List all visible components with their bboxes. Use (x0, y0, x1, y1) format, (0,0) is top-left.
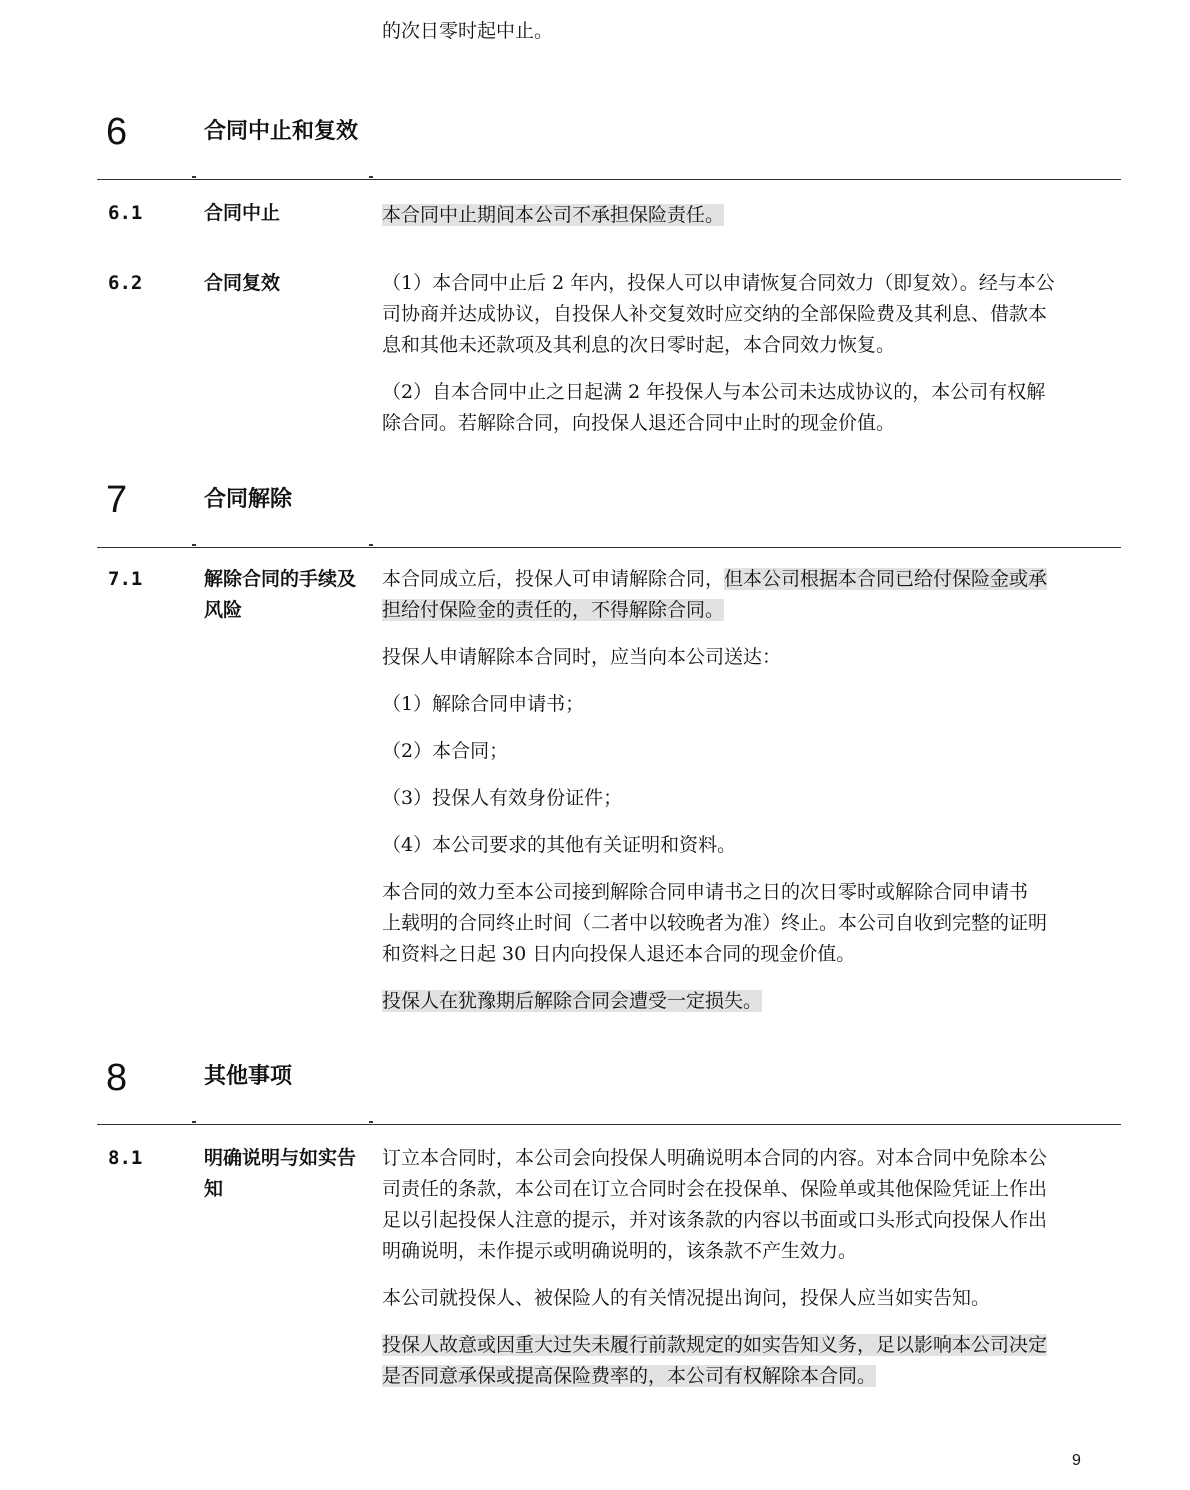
list-item (382, 689, 1114, 720)
paragraph-text: （3）投保人有效身份证件； (382, 787, 623, 809)
clause-number: 7.1 (108, 568, 143, 590)
section-number: 6 (106, 111, 128, 153)
list-item (382, 736, 1114, 767)
section-title: 合同中止和复效 (204, 119, 359, 144)
page-number: 9 (1072, 1452, 1081, 1469)
clause-body (382, 268, 1114, 455)
divider-tick (192, 1121, 196, 1123)
clause-heading: 解除合同的手续及风险 (204, 568, 357, 621)
paragraph-text: 投保人申请解除本合同时，应当向本公司送达： (382, 646, 782, 668)
highlighted-text: 投保人在犹豫期后解除合同会遭受一定损失。 (382, 990, 763, 1012)
continued-text: 的次日零时起中止。 (382, 20, 554, 42)
section-divider (97, 547, 1121, 548)
clause-number: 6.1 (108, 202, 143, 224)
clause-number: 8.1 (108, 1147, 143, 1169)
divider-tick (192, 176, 196, 178)
section-divider (97, 1124, 1121, 1125)
paragraph (382, 1143, 1114, 1267)
clause-number: 6.2 (108, 272, 143, 294)
list-item (382, 830, 1114, 861)
section-number: 7 (106, 479, 128, 521)
section-number: 8 (106, 1057, 128, 1099)
clause-body (382, 200, 1114, 247)
highlighted-text: 本合同中止期间本公司不承担保险责任。 (382, 204, 725, 226)
divider-tick (369, 176, 373, 178)
section-title: 其他事项 (204, 1064, 293, 1089)
paragraph-text: 本合同的效力至本公司接到解除合同申请书之日的次日零时或解除合同申请书 上载明的合同终止时间（二者中以较晚者为准）终止。本公司自收到完整的证明 和资料之日起 30 日内向投保人退还本合同的现金价值。 (382, 881, 1048, 965)
paragraph (382, 1330, 1114, 1392)
section-divider (97, 179, 1121, 180)
paragraph (382, 377, 1114, 439)
paragraph-text: （2）自本合同中止之日起满 2 年投保人与本公司未达成协议的，本公司有权解 除合同。若解除合同，向投保人退还合同中止时的现金价值。 (382, 381, 1046, 434)
paragraph (382, 200, 1114, 231)
highlighted-text: 投保人故意或因重大过失未履行前款规定的如实告知义务，足以影响本公司决定 是否同意承保或提高保险费率的，本公司有权解除本合同。 (382, 1334, 1048, 1387)
divider-tick (192, 544, 196, 546)
paragraph-text: （4）本公司要求的其他有关证明和资料。 (382, 834, 737, 856)
paragraph (382, 268, 1114, 361)
section-title: 合同解除 (204, 487, 293, 512)
clause-body (382, 564, 1114, 1033)
divider-tick (369, 544, 373, 546)
list-item (382, 783, 1114, 814)
paragraph (382, 564, 1114, 626)
paragraph (382, 986, 1114, 1017)
paragraph (382, 877, 1114, 970)
clause-body (382, 1143, 1114, 1408)
clause-heading: 合同复效 (204, 272, 281, 294)
paragraph (382, 642, 1114, 673)
highlighted-text: 但本公司根据本合同已给付保险金或承 担给付保险金的责任的，不得解除合同。 (382, 568, 1048, 621)
paragraph-text: 本公司就投保人、被保险人的有关情况提出询问，投保人应当如实告知。 (382, 1287, 991, 1309)
paragraph-text: 订立本合同时，本公司会向投保人明确说明本合同的内容。对本合同中免除本公 司责任的条款，本公司在订立合同时会在投保单、保险单或其他保险凭证上作出 足以引起投保人注意的提示，并对该条款的内容以书面或口头形式向投保人作出 明确说明，未作提示或明确说明的，该条款不产生效力。 (382, 1147, 1048, 1262)
clause-heading: 明确说明与如实告知 (204, 1147, 357, 1200)
paragraph (382, 1283, 1114, 1314)
paragraph-text: （1）本合同中止后 2 年内，投保人可以申请恢复合同效力（即复效）。经与本公 司协商并达成协议，自投保人补交复效时应交纳的全部保险费及其利息、借款本 息和其他未还款项及其利息的次日零时起，本合同效力恢复。 (382, 272, 1055, 356)
paragraph-text: （1）解除合同申请书； (382, 693, 585, 715)
divider-tick (369, 1121, 373, 1123)
paragraph-text: （2）本合同； (382, 740, 509, 762)
clause-heading: 合同中止 (204, 202, 281, 224)
paragraph-text: 本合同成立后，投保人可申请解除合同， (382, 568, 725, 590)
